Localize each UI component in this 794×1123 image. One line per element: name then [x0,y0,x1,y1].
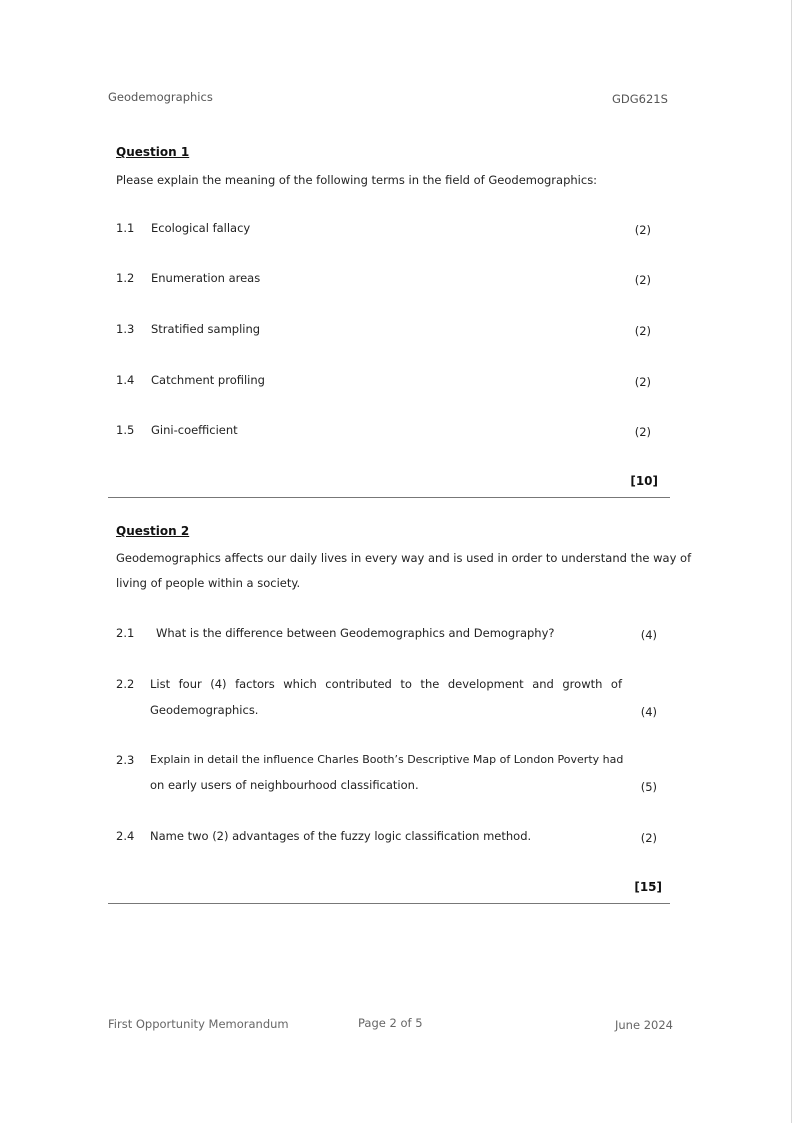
item-mark: (5) [640,780,657,794]
item-text: Ecological fallacy [151,221,251,235]
item-mark: (4) [640,705,657,719]
section-divider [108,497,670,498]
item-number: 1.2 [116,271,135,285]
section-divider [108,903,670,904]
item-text: Gini-coefficient [151,423,238,437]
question-2-heading: Question 2 [116,524,190,538]
question-2-intro-line-2: living of people within a society. [116,576,301,590]
item-number: 1.5 [116,423,135,437]
item-number: 2.2 [116,677,135,691]
item-text: Name two (2) advantages of the fuzzy logic classification method. [150,829,532,843]
item-text-line-2: on early users of neighbourhood classification. [150,778,419,792]
course-title: Geodemographics [108,90,213,104]
question-1-heading: Question 1 [116,145,190,159]
item-number: 2.3 [116,753,135,767]
item-number: 1.1 [116,221,135,235]
item-mark: (2) [634,324,651,338]
item-mark: (2) [634,273,651,287]
footer-date: June 2024 [615,1018,673,1032]
item-mark: (2) [634,425,651,439]
item-number: 2.1 [116,626,135,640]
item-mark: (2) [634,223,651,237]
item-text: Stratified sampling [151,322,261,336]
page-edge-line [791,0,792,1123]
item-text: Enumeration areas [151,271,261,285]
question-1-intro: Please explain the meaning of the following terms in the field of Geodemographics: [116,173,598,187]
item-text: Catchment profiling [151,373,265,387]
item-text-line-2: Geodemographics. [150,703,259,717]
item-text-line-1: List four (4) factors which contributed to the development and growth of [150,677,622,691]
item-mark: (2) [634,375,651,389]
question-2-total: [15] [634,880,662,894]
item-text: What is the difference between Geodemographics and Demography? [156,626,555,640]
item-number: 2.4 [116,829,135,843]
footer-memo-label: First Opportunity Memorandum [108,1017,289,1031]
item-mark: (2) [640,831,657,845]
course-code: GDG621S [612,92,668,106]
item-number: 1.3 [116,322,135,336]
footer-page-number: Page 2 of 5 [358,1016,423,1030]
item-text-line-1: Explain in detail the influence Charles Booth’s Descriptive Map of London Poverty had [150,753,624,766]
question-2-intro-line-1: Geodemographics affects our daily lives in every way and is used in order to understand the way of [116,551,692,565]
question-1-total: [10] [630,474,658,488]
item-mark: (4) [640,628,657,642]
item-number: 1.4 [116,373,135,387]
